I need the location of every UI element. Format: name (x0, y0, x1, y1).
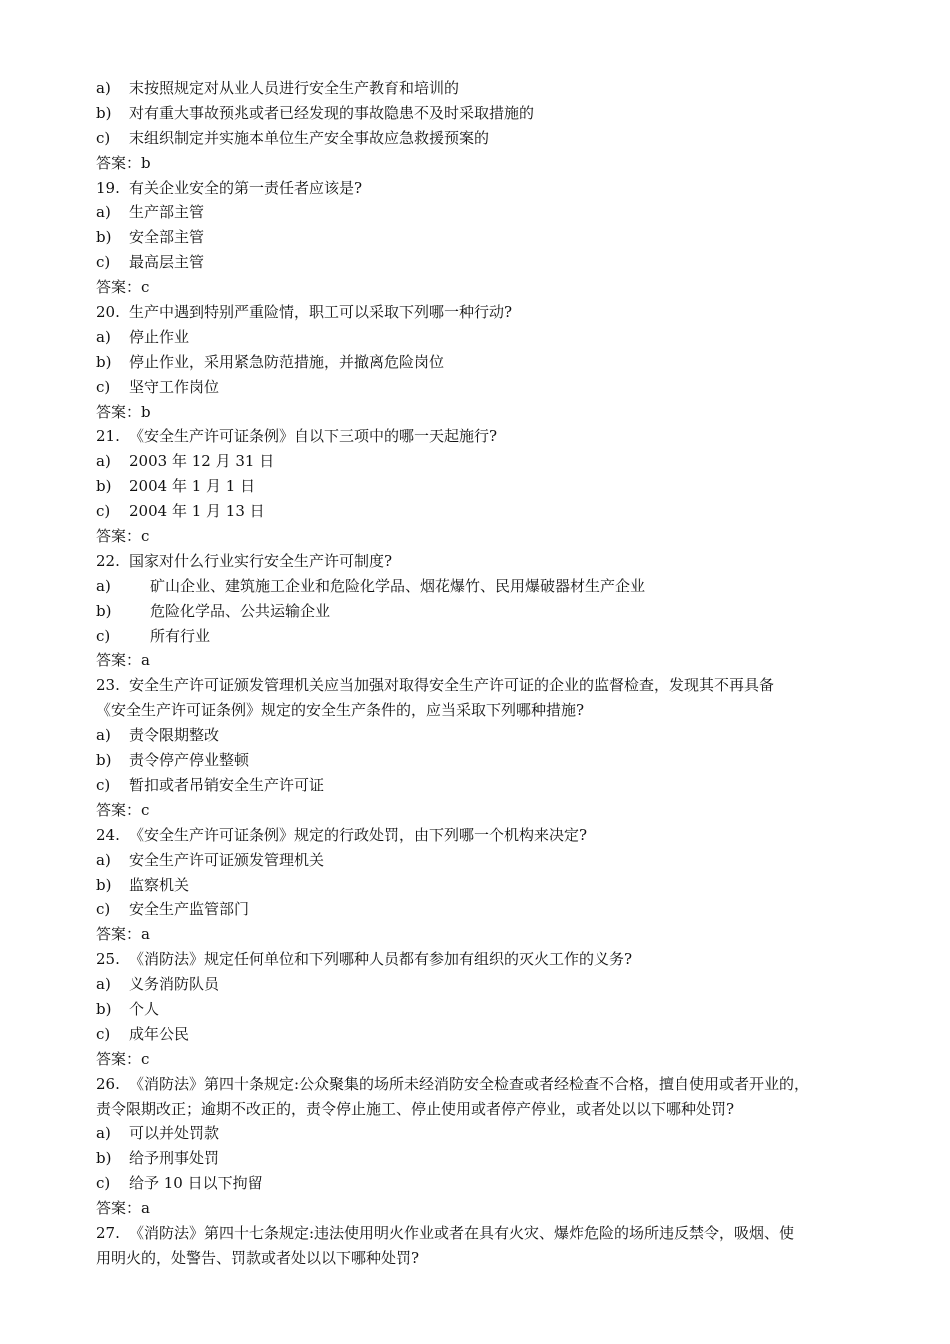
option-line (96, 225, 866, 250)
option-line (96, 325, 866, 350)
option-label: b) (96, 999, 112, 1018)
question-text: 有关企业安全的第一责任者应该是? (129, 178, 363, 197)
option-text: 末按照规定对从业人员进行安全生产教育和培训的 (129, 79, 460, 97)
option-label: b) (96, 103, 112, 122)
answer-line (96, 275, 866, 300)
option-label: c) (96, 1174, 111, 1193)
option-text: 矿山企业、建筑施工企业和危险化学品、烟花爆竹、民用爆破器材生产企业 (150, 576, 646, 595)
question-number: 22. (96, 551, 120, 570)
option-line (96, 1171, 866, 1196)
answer-value: a (141, 1199, 150, 1218)
option-text: 2004 年 1 月 1 日 (129, 477, 256, 496)
option-line (96, 873, 866, 898)
question-text: 用明火的，处警告、罚款或者处以以下哪种处罚? (96, 1248, 420, 1267)
question-line (96, 424, 866, 449)
answer-value: b (141, 153, 151, 172)
option-text: 末组织制定并实施本单位生产安全事故应急救援预案的 (129, 128, 490, 147)
option-text: 成年公民 (129, 1024, 190, 1043)
option-line (96, 997, 866, 1022)
option-line (96, 474, 866, 499)
option-text: 坚守工作岗位 (129, 377, 220, 396)
option-line (96, 897, 866, 922)
answer-line (96, 524, 866, 549)
answer-line (96, 1196, 866, 1221)
question-number: 23. (96, 676, 120, 695)
answer-line (96, 151, 866, 176)
answer-value: b (141, 402, 151, 421)
option-text: 停止作业 (129, 327, 190, 346)
question-line (96, 1221, 866, 1246)
option-line (96, 723, 866, 748)
option-text: 2003 年 12 月 31 日 (129, 452, 275, 471)
option-line (96, 972, 866, 997)
answer-label: 答案： (96, 402, 142, 421)
question-text: 《安全生产许可证条例》规定的行政处罚，由下列哪一个机构来决定? (129, 825, 588, 844)
option-label: c) (96, 377, 111, 396)
option-line (96, 449, 866, 474)
question-number: 24. (96, 825, 120, 844)
answer-label: 答案： (96, 1199, 142, 1218)
question-line (96, 947, 866, 972)
option-label: c) (96, 900, 111, 919)
question-line (96, 300, 866, 325)
question-number: 26. (96, 1074, 120, 1093)
option-label: a) (96, 79, 111, 97)
option-label: a) (96, 203, 111, 222)
option-line (96, 773, 866, 798)
option-line (96, 76, 866, 101)
question-continuation-line (96, 1097, 866, 1122)
question-line (96, 673, 866, 698)
option-text: 所有行业 (150, 626, 211, 645)
option-line (96, 624, 866, 649)
question-text: 责令限期改正；逾期不改正的，责令停止施工、停止使用或者停产停业，或者处以以下哪种处罚? (96, 1099, 735, 1118)
question-number: 20. (96, 303, 120, 322)
option-line (96, 126, 866, 151)
option-label: a) (96, 726, 111, 745)
question-line (96, 176, 866, 201)
question-text: 《消防法》第四十七条规定:违法使用明火作业或者在具有火灾、爆炸危险的场所违反禁令，吸烟、使 (129, 1223, 795, 1242)
document-body (96, 76, 866, 1271)
option-label: b) (96, 601, 112, 620)
option-text: 最高层主管 (129, 253, 205, 272)
option-label: a) (96, 576, 111, 595)
answer-label: 答案： (96, 651, 142, 670)
option-label: a) (96, 850, 111, 869)
question-text: 《安全生产许可证条例》规定的安全生产条件的，应当采取下列哪种措施? (96, 701, 585, 720)
option-text: 给予刑事处罚 (129, 1149, 220, 1168)
option-line (96, 101, 866, 126)
question-text: 《安全生产许可证条例》自以下三项中的哪一天起施行? (129, 427, 498, 446)
option-label: c) (96, 775, 111, 794)
answer-value: a (141, 925, 150, 944)
option-text: 对有重大事故预兆或者已经发现的事故隐患不及时采取措施的 (129, 103, 535, 122)
answer-label: 答案： (96, 527, 142, 546)
answer-label: 答案： (96, 800, 142, 819)
answer-value: c (141, 278, 150, 297)
option-text: 给予 10 日以下拘留 (129, 1174, 263, 1193)
option-line (96, 574, 866, 599)
question-number: 21. (96, 427, 120, 446)
question-number: 19. (96, 178, 120, 197)
option-label: a) (96, 1124, 111, 1143)
question-number: 27. (96, 1223, 120, 1242)
answer-line (96, 922, 866, 947)
option-label: b) (96, 751, 112, 770)
answer-line (96, 400, 866, 425)
option-label: c) (96, 128, 111, 147)
question-continuation-line (96, 698, 866, 723)
option-text: 监察机关 (129, 875, 190, 894)
answer-label: 答案： (96, 1049, 142, 1068)
option-text: 2004 年 1 月 13 日 (129, 502, 265, 521)
option-text: 可以并处罚款 (129, 1124, 220, 1143)
option-label: a) (96, 452, 111, 471)
option-line (96, 375, 866, 400)
answer-line (96, 798, 866, 823)
option-line (96, 499, 866, 524)
option-label: c) (96, 1024, 111, 1043)
question-text: 《消防法》第四十条规定:公众聚集的场所未经消防安全检查或者经检查不合格，擅自使用或者开业的， (129, 1074, 810, 1093)
option-label: b) (96, 228, 112, 247)
answer-line (96, 648, 866, 673)
option-line (96, 1146, 866, 1171)
option-line (96, 350, 866, 375)
option-label: a) (96, 327, 111, 346)
option-text: 停止作业，采用紧急防范措施，并撤离危险岗位 (129, 352, 445, 371)
option-label: c) (96, 253, 111, 272)
option-line (96, 1022, 866, 1047)
option-label: c) (96, 626, 111, 645)
question-continuation-line (96, 1246, 866, 1271)
question-line (96, 549, 866, 574)
question-text: 《消防法》规定任何单位和下列哪种人员都有参加有组织的灭火工作的义务? (129, 950, 633, 969)
answer-label: 答案： (96, 153, 142, 172)
answer-value: c (141, 527, 150, 546)
option-text: 安全生产监管部门 (129, 900, 250, 919)
question-number: 25. (96, 950, 120, 969)
option-line (96, 200, 866, 225)
option-label: a) (96, 975, 111, 994)
option-label: b) (96, 1149, 112, 1168)
option-text: 个人 (129, 999, 160, 1018)
option-text: 危险化学品、公共运输企业 (150, 601, 331, 620)
answer-line (96, 1047, 866, 1072)
option-label: b) (96, 352, 112, 371)
option-line (96, 748, 866, 773)
option-line (96, 1121, 866, 1146)
answer-value: c (141, 1049, 150, 1068)
question-line (96, 1072, 866, 1097)
option-line (96, 250, 866, 275)
option-label: b) (96, 875, 112, 894)
option-label: c) (96, 502, 111, 521)
option-label: b) (96, 477, 112, 496)
option-text: 安全部主管 (129, 228, 205, 247)
answer-label: 答案： (96, 278, 142, 297)
option-text: 暂扣或者吊销安全生产许可证 (129, 775, 325, 794)
option-text: 责令停产停业整顿 (129, 751, 250, 770)
option-text: 责令限期整改 (129, 726, 220, 745)
option-text: 安全生产许可证颁发管理机关 (129, 850, 325, 869)
answer-label: 答案： (96, 925, 142, 944)
option-line (96, 848, 866, 873)
option-text: 生产部主管 (129, 203, 205, 222)
question-line (96, 823, 866, 848)
question-text: 国家对什么行业实行安全生产许可制度? (129, 551, 393, 570)
question-text: 生产中遇到特别严重险情，职工可以采取下列哪一种行动? (129, 303, 513, 322)
option-text: 义务消防队员 (129, 975, 220, 994)
question-text: 安全生产许可证颁发管理机关应当加强对取得安全生产许可证的企业的监督检查，发现其不再具备 (129, 676, 775, 695)
answer-value: c (141, 800, 150, 819)
option-line (96, 599, 866, 624)
answer-value: a (141, 651, 150, 670)
